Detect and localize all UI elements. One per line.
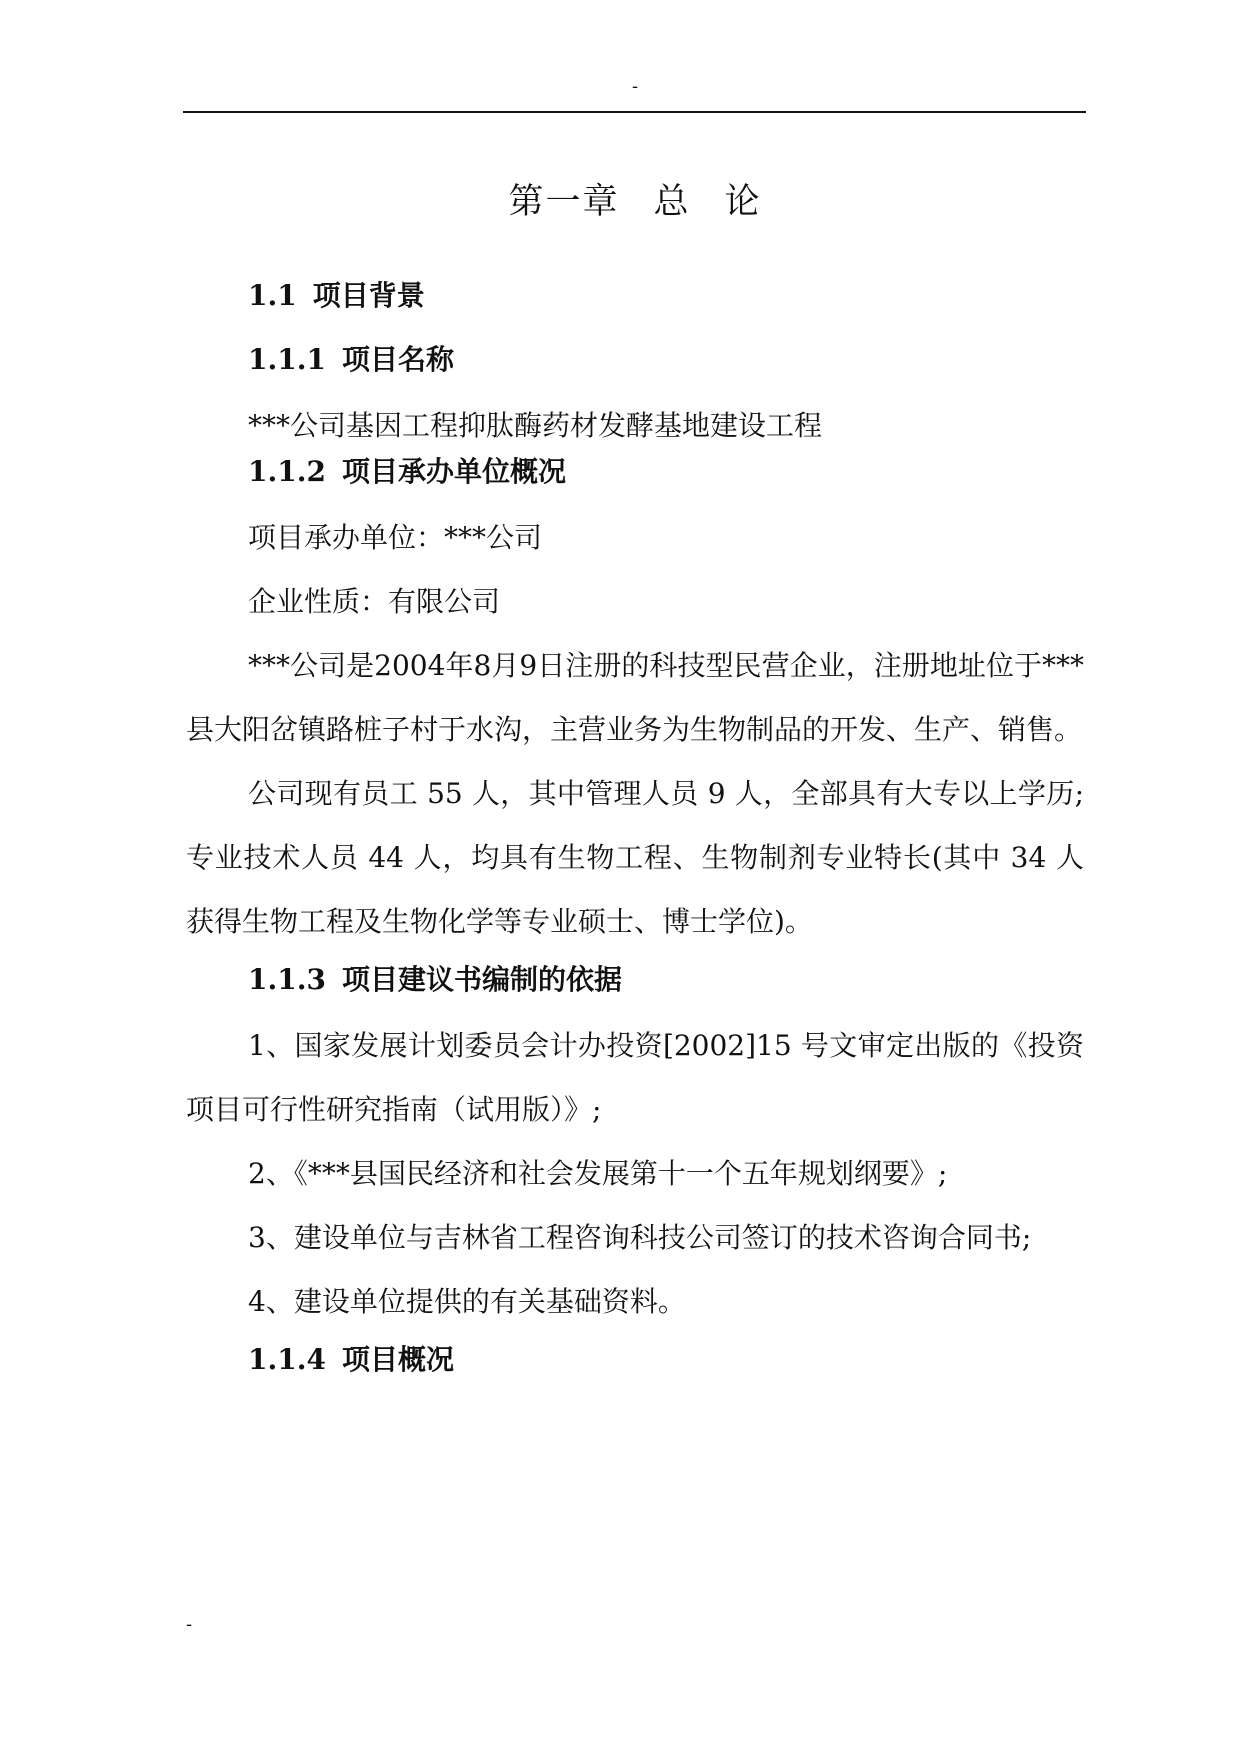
chapter-title-part1: 第一章 (508, 182, 620, 222)
enterprise-type-paragraph: 企业性质：有限公司 (248, 585, 501, 618)
heading-1-1-1 (186, 340, 1084, 380)
heading-text: 项目概况 (341, 1343, 454, 1376)
heading-number: 1.1 (248, 279, 297, 312)
host-unit-paragraph: 项目承办单位：***公司 (248, 521, 543, 554)
heading-number: 1.1.2 (248, 455, 326, 488)
chapter-title (186, 180, 1084, 224)
heading-text: 项目建议书编制的依据 (341, 963, 622, 996)
chapter-title-part2: 总 (653, 182, 691, 222)
footer-mark: - (186, 1614, 193, 1635)
project-name-paragraph: ***公司基因工程抑肽酶药材发酵基地建设工程 (248, 409, 823, 442)
chapter-title-part3: 论 (724, 182, 762, 222)
heading-text: 项目背景 (312, 279, 425, 312)
heading-number: 1.1.4 (248, 1343, 326, 1376)
basis-item-1: 1、国家发展计划委员会计办投资[2002]15 号文审定出版的《投资项目可行性研究指南（试用版）》; (186, 1029, 1084, 1126)
basis-item-3: 3、建设单位与吉林省工程咨询科技公司签订的技术咨询合同书; (248, 1221, 1032, 1254)
heading-number: 1.1.1 (248, 343, 326, 376)
staff-intro-paragraph: 公司现有员工 55 人，其中管理人员 9 人，全部具有大专以上学历; 专业技术人员 44 人，均具有生物工程、生物制剂专业特长(其中 34 人获得生物工程及生物化学等专业硕士、博士学位)。 (186, 777, 1084, 938)
heading-1-1-4 (186, 1340, 1084, 1380)
basis-item-4: 4、建设单位提供的有关基础资料。 (248, 1285, 686, 1318)
heading-1-1 (186, 276, 1084, 316)
header-rule (183, 111, 1086, 113)
heading-text: 项目承办单位概况 (341, 455, 566, 488)
document-body (186, 180, 1084, 1404)
header-mark: - (631, 76, 639, 97)
heading-1-1-2 (186, 452, 1084, 492)
company-intro-paragraph: ***公司是2004年8月9日注册的科技型民营企业，注册地址位于***县大阳岔镇路桩子村于水沟，主营业务为生物制品的开发、生产、销售。 (186, 649, 1084, 746)
basis-item-2: 2、《***县国民经济和社会发展第十一个五年规划纲要》; (248, 1157, 948, 1190)
heading-text: 项目名称 (341, 343, 454, 376)
heading-1-1-3 (186, 960, 1084, 1000)
heading-number: 1.1.3 (248, 963, 326, 996)
